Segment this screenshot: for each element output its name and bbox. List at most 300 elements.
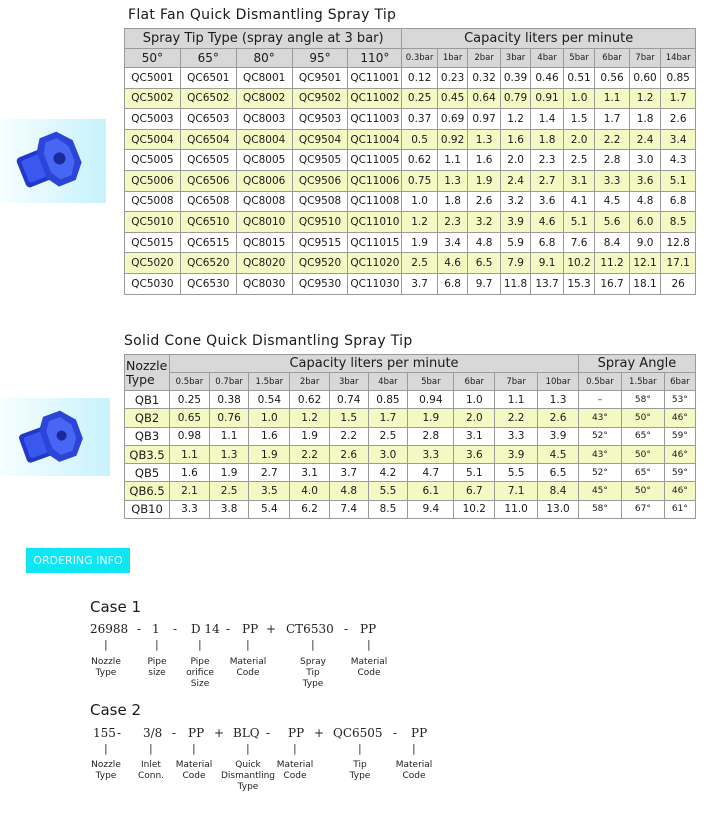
table-cell: 2.2 <box>290 445 330 463</box>
table-row <box>125 150 696 171</box>
capacity-header: Capacity liters per minute <box>402 29 696 49</box>
table-cell: 7.9 <box>500 253 530 274</box>
table-cell: 1.0 <box>563 88 594 109</box>
capacity-header: Capacity liters per minute <box>170 355 579 373</box>
table-cell: 18.1 <box>629 273 660 294</box>
table-cell: 6.1 <box>408 482 454 500</box>
pressure-header: 6bar <box>595 49 630 68</box>
table-cell: 2.4 <box>500 170 530 191</box>
table-cell: 1.3 <box>538 391 579 409</box>
table-cell: QC8010 <box>236 212 292 233</box>
table-cell: QC6503 <box>180 109 236 130</box>
table-cell: 3.6 <box>629 170 660 191</box>
table-row <box>125 232 696 253</box>
table-cell: 5.4 <box>249 500 290 518</box>
table-cell: QB6.5 <box>125 482 170 500</box>
table-cell: 4.0 <box>290 482 330 500</box>
table-cell: QC5030 <box>125 273 181 294</box>
table-cell: 0.25 <box>402 88 438 109</box>
table-cell: QC5005 <box>125 150 181 171</box>
table-cell: 0.38 <box>209 391 249 409</box>
table-cell: 1.6 <box>170 464 210 482</box>
table-cell: 3.0 <box>629 150 660 171</box>
table-cell: 0.79 <box>500 88 530 109</box>
case1-title: Case 1 <box>90 598 142 616</box>
table-cell: QC6506 <box>180 170 236 191</box>
pressure-header: 14bar <box>661 49 696 68</box>
spray-tip-type-header: Spray Tip Type (spray angle at 3 bar) <box>125 29 402 49</box>
table-row <box>125 212 696 233</box>
field-label: Tip Type <box>349 760 371 781</box>
table-cell: 0.85 <box>368 391 408 409</box>
table-cell: 6.8 <box>661 191 696 212</box>
table-cell: 4.5 <box>538 445 579 463</box>
table-cell: QC8003 <box>236 109 292 130</box>
field-label: Material Code <box>175 760 213 781</box>
table-cell: 5.1 <box>563 212 594 233</box>
code-token: 155 <box>93 726 116 740</box>
table-cell: 0.23 <box>437 68 467 89</box>
table-cell: 67° <box>621 500 664 518</box>
table-cell: 5.1 <box>454 464 495 482</box>
table-cell: 2.6 <box>661 109 696 130</box>
connector-tick: | <box>293 742 297 755</box>
table-cell: QC11030 <box>348 273 402 294</box>
pressure-header: 0.5bar <box>170 373 210 391</box>
table-cell: 2.6 <box>329 445 368 463</box>
table-cell: 2.3 <box>437 212 467 233</box>
table-cell: 0.60 <box>629 68 660 89</box>
table-cell: 58° <box>578 500 621 518</box>
table-row <box>125 273 696 294</box>
code-token: 26988 <box>90 622 129 636</box>
table-cell: 4.6 <box>437 253 467 274</box>
table-cell: 3.3 <box>170 500 210 518</box>
table-cell: 1.2 <box>402 212 438 233</box>
table-row <box>125 191 696 212</box>
connector-tick: | <box>246 638 250 651</box>
table-cell: 1.8 <box>629 109 660 130</box>
pressure-header: 5bar <box>408 373 454 391</box>
table-cell: 3.5 <box>249 482 290 500</box>
field-label: Material Code <box>350 657 388 678</box>
table-cell: QC9502 <box>292 88 348 109</box>
table-cell: 0.62 <box>290 391 330 409</box>
table-cell: 3.6 <box>454 445 495 463</box>
table-cell: QC6501 <box>180 68 236 89</box>
table-cell: 1.3 <box>209 445 249 463</box>
code-token: - <box>266 726 271 740</box>
connector-tick: | <box>311 638 315 651</box>
table-cell: QC5004 <box>125 129 181 150</box>
table-cell: 5.9 <box>500 232 530 253</box>
table-row <box>125 109 696 130</box>
flat-fan-tip-image <box>0 119 106 203</box>
table-cell: QC8006 <box>236 170 292 191</box>
code-token: BLQ <box>233 726 260 740</box>
code-token: - <box>172 726 177 740</box>
table-cell: 46° <box>664 482 695 500</box>
table-cell: 13.7 <box>531 273 564 294</box>
table-cell: QC8005 <box>236 150 292 171</box>
table-cell: 5.5 <box>495 464 538 482</box>
table-cell: 43° <box>578 409 621 427</box>
table-cell: 53° <box>664 391 695 409</box>
table-cell: 3.3 <box>595 170 630 191</box>
field-label: Material Code <box>229 657 267 678</box>
pressure-header: 10bar <box>538 373 579 391</box>
pressure-header: 0.7bar <box>209 373 249 391</box>
table-cell: 2.7 <box>249 464 290 482</box>
table-cell: 3.2 <box>468 212 501 233</box>
table-row <box>125 445 696 463</box>
table-cell: 1.0 <box>402 191 438 212</box>
connector-tick: | <box>192 742 196 755</box>
table-cell: 1.2 <box>290 409 330 427</box>
pressure-header: 5bar <box>563 49 594 68</box>
table-cell: QC11004 <box>348 129 402 150</box>
code-token: - <box>226 622 231 636</box>
table-row <box>125 129 696 150</box>
table-cell: 1.0 <box>454 391 495 409</box>
pressure-header: 4bar <box>531 49 564 68</box>
table-cell: 50° <box>621 445 664 463</box>
table-cell: 5.5 <box>368 482 408 500</box>
table-row <box>125 68 696 89</box>
flat-fan-title: Flat Fan Quick Dismantling Spray Tip <box>128 7 397 23</box>
connector-tick: | <box>358 742 362 755</box>
table-cell: QC9508 <box>292 191 348 212</box>
table-cell: 0.76 <box>209 409 249 427</box>
spray-angle-header: Spray Angle <box>578 355 695 373</box>
pressure-header: 1.5bar <box>249 373 290 391</box>
table-cell: 0.91 <box>531 88 564 109</box>
table-cell: 61° <box>664 500 695 518</box>
table-cell: 3.7 <box>402 273 438 294</box>
table-cell: 2.5 <box>209 482 249 500</box>
table-cell: 3.9 <box>538 427 579 445</box>
table-cell: 2.6 <box>538 409 579 427</box>
angle-header: 95° <box>292 49 348 68</box>
code-token: PP <box>411 726 428 740</box>
table-cell: 4.2 <box>368 464 408 482</box>
table-cell: 2.1 <box>170 482 210 500</box>
code-token: - <box>173 622 178 636</box>
table-cell: 1.5 <box>329 409 368 427</box>
table-row <box>125 391 696 409</box>
table-row <box>125 427 696 445</box>
table-cell: QC6515 <box>180 232 236 253</box>
table-cell: 6.0 <box>629 212 660 233</box>
table-cell: QC8004 <box>236 129 292 150</box>
table-cell: 3.9 <box>495 445 538 463</box>
table-cell: QC5010 <box>125 212 181 233</box>
table-cell: QC9506 <box>292 170 348 191</box>
table-cell: 0.5 <box>402 129 438 150</box>
pressure-header: 6bar <box>454 373 495 391</box>
table-cell: 26 <box>661 273 696 294</box>
code-token: D 14 <box>191 622 220 636</box>
table-cell: QC5001 <box>125 68 181 89</box>
table-cell: 1.9 <box>402 232 438 253</box>
table-cell: 1.1 <box>495 391 538 409</box>
table-cell: QB5 <box>125 464 170 482</box>
table-cell: 10.2 <box>563 253 594 274</box>
table-cell: 6.8 <box>437 273 467 294</box>
connector-tick: | <box>104 638 108 651</box>
connector-tick: | <box>367 638 371 651</box>
table-cell: 1.8 <box>531 129 564 150</box>
table-cell: QB10 <box>125 500 170 518</box>
table-cell: 1.1 <box>209 427 249 445</box>
field-label: Nozzle Type <box>91 760 121 781</box>
table-cell: QC9515 <box>292 232 348 253</box>
table-cell: 3.6 <box>531 191 564 212</box>
table-cell: 8.4 <box>538 482 579 500</box>
connector-tick: | <box>149 742 153 755</box>
table-cell: 2.7 <box>531 170 564 191</box>
table-cell: QC6508 <box>180 191 236 212</box>
table-cell: 0.98 <box>170 427 210 445</box>
pressure-header: 1bar <box>437 49 467 68</box>
code-token: - <box>137 622 142 636</box>
table-cell: 2.8 <box>595 150 630 171</box>
table-cell: QB3 <box>125 427 170 445</box>
table-cell: 0.12 <box>402 68 438 89</box>
code-token: QC6505 <box>333 726 383 740</box>
table-cell: QC6520 <box>180 253 236 274</box>
code-token: PP <box>288 726 305 740</box>
angle-header: 65° <box>180 49 236 68</box>
table-cell: 50° <box>621 482 664 500</box>
solid-cone-table <box>124 354 696 519</box>
table-cell: 52° <box>578 464 621 482</box>
table-cell: QC6504 <box>180 129 236 150</box>
table-cell: 2.2 <box>595 129 630 150</box>
pressure-header: 3bar <box>329 373 368 391</box>
table-cell: QC11002 <box>348 88 402 109</box>
table-cell: 4.8 <box>468 232 501 253</box>
code-token: PP <box>188 726 205 740</box>
table-cell: 2.2 <box>495 409 538 427</box>
table-cell: QC9501 <box>292 68 348 89</box>
table-cell: 46° <box>664 445 695 463</box>
table-cell: QB1 <box>125 391 170 409</box>
pressure-header: 2bar <box>290 373 330 391</box>
table-cell: – <box>578 391 621 409</box>
code-token: PP <box>360 622 377 636</box>
field-label: Quick Dismantling Type <box>220 760 276 792</box>
table-cell: QC11001 <box>348 68 402 89</box>
table-cell: 0.69 <box>437 109 467 130</box>
table-cell: 4.7 <box>408 464 454 482</box>
table-cell: 1.0 <box>249 409 290 427</box>
table-cell: 59° <box>664 464 695 482</box>
table-cell: 7.4 <box>329 500 368 518</box>
table-cell: 59° <box>664 427 695 445</box>
table-cell: 1.5 <box>563 109 594 130</box>
table-cell: QC8008 <box>236 191 292 212</box>
table-cell: QC9510 <box>292 212 348 233</box>
table-row <box>125 482 696 500</box>
code-token: - <box>344 622 349 636</box>
table-cell: 4.8 <box>629 191 660 212</box>
table-cell: 1.6 <box>500 129 530 150</box>
table-row <box>125 464 696 482</box>
table-cell: 58° <box>621 391 664 409</box>
ordering-info-button[interactable]: ORDERING INFO <box>26 548 130 573</box>
code-token: 1 <box>152 622 160 636</box>
table-cell: 2.6 <box>468 191 501 212</box>
angle-pressure-header: 1.5bar <box>621 373 664 391</box>
table-cell: QC8020 <box>236 253 292 274</box>
table-row <box>125 170 696 191</box>
table-cell: 0.51 <box>563 68 594 89</box>
table-cell: 50° <box>621 409 664 427</box>
table-cell: 1.3 <box>437 170 467 191</box>
table-cell: 0.32 <box>468 68 501 89</box>
table-cell: 2.0 <box>500 150 530 171</box>
pressure-header: 4bar <box>368 373 408 391</box>
table-cell: 2.0 <box>563 129 594 150</box>
table-cell: QB2 <box>125 409 170 427</box>
table-cell: 2.3 <box>531 150 564 171</box>
connector-tick: | <box>155 638 159 651</box>
table-cell: QC9504 <box>292 129 348 150</box>
table-cell: QC11003 <box>348 109 402 130</box>
table-cell: 1.9 <box>249 445 290 463</box>
table-cell: QC9520 <box>292 253 348 274</box>
table-cell: 2.0 <box>454 409 495 427</box>
table-cell: 9.4 <box>408 500 454 518</box>
table-cell: QC11006 <box>348 170 402 191</box>
angle-header: 110° <box>348 49 402 68</box>
table-cell: 0.39 <box>500 68 530 89</box>
case2-title: Case 2 <box>90 701 142 719</box>
table-cell: 4.8 <box>329 482 368 500</box>
table-cell: 46° <box>664 409 695 427</box>
table-cell: QC11020 <box>348 253 402 274</box>
table-cell: 3.9 <box>500 212 530 233</box>
table-cell: 3.1 <box>454 427 495 445</box>
table-cell: QC5008 <box>125 191 181 212</box>
table-cell: QC9530 <box>292 273 348 294</box>
angle-header: 50° <box>125 49 181 68</box>
nozzle-type-header: Nozzle Type <box>125 355 170 391</box>
solid-cone-title: Solid Cone Quick Dismantling Spray Tip <box>124 333 413 349</box>
table-cell: QC11008 <box>348 191 402 212</box>
table-cell: 11.8 <box>500 273 530 294</box>
table-cell: QC8030 <box>236 273 292 294</box>
table-cell: 0.45 <box>437 88 467 109</box>
table-cell: 2.2 <box>329 427 368 445</box>
table-cell: QC5006 <box>125 170 181 191</box>
table-cell: QC11015 <box>348 232 402 253</box>
table-cell: 6.7 <box>454 482 495 500</box>
table-cell: 1.3 <box>468 129 501 150</box>
table-cell: 7.6 <box>563 232 594 253</box>
table-cell: 0.75 <box>402 170 438 191</box>
table-cell: 2.5 <box>368 427 408 445</box>
table-cell: QC6505 <box>180 150 236 171</box>
table-cell: QC8015 <box>236 232 292 253</box>
table-cell: 12.8 <box>661 232 696 253</box>
field-label: Pipe orifice Size <box>186 657 214 689</box>
field-label: Nozzle Type <box>91 657 121 678</box>
table-cell: 2.5 <box>402 253 438 274</box>
table-cell: 0.56 <box>595 68 630 89</box>
table-cell: 3.8 <box>209 500 249 518</box>
table-cell: 3.0 <box>368 445 408 463</box>
table-cell: 4.1 <box>563 191 594 212</box>
table-cell: 6.5 <box>468 253 501 274</box>
table-cell: 0.46 <box>531 68 564 89</box>
table-cell: 43° <box>578 445 621 463</box>
connector-tick: | <box>104 742 108 755</box>
table-cell: 52° <box>578 427 621 445</box>
table-cell: 5.6 <box>595 212 630 233</box>
table-cell: 1.9 <box>468 170 501 191</box>
field-label: Spray Tip Type <box>300 657 326 689</box>
table-cell: QC5020 <box>125 253 181 274</box>
table-cell: 15.3 <box>563 273 594 294</box>
table-row <box>125 500 696 518</box>
table-cell: 6.5 <box>538 464 579 482</box>
table-cell: 16.7 <box>595 273 630 294</box>
table-cell: 1.7 <box>661 88 696 109</box>
field-label: Inlet Conn. <box>137 760 165 781</box>
table-cell: QC5015 <box>125 232 181 253</box>
table-cell: 12.1 <box>629 253 660 274</box>
table-cell: QC5003 <box>125 109 181 130</box>
table-cell: QC8001 <box>236 68 292 89</box>
field-label: Pipe size <box>147 657 167 678</box>
table-cell: 1.6 <box>249 427 290 445</box>
table-cell: 1.9 <box>408 409 454 427</box>
table-cell: 10.2 <box>454 500 495 518</box>
table-cell: 9.1 <box>531 253 564 274</box>
connector-tick: | <box>412 742 416 755</box>
table-cell: 0.25 <box>170 391 210 409</box>
table-cell: 1.9 <box>209 464 249 482</box>
connector-tick: | <box>198 638 202 651</box>
table-cell: 2.4 <box>629 129 660 150</box>
table-cell: 3.7 <box>329 464 368 482</box>
code-token: - <box>117 726 122 740</box>
code-token: 3/8 <box>143 726 163 740</box>
table-cell: 8.5 <box>368 500 408 518</box>
table-cell: 1.6 <box>468 150 501 171</box>
table-row <box>125 88 696 109</box>
table-cell: 1.4 <box>531 109 564 130</box>
table-cell: 4.6 <box>531 212 564 233</box>
table-cell: 1.1 <box>437 150 467 171</box>
table-cell: 1.2 <box>500 109 530 130</box>
angle-pressure-header: 6bar <box>664 373 695 391</box>
table-cell: 1.7 <box>595 109 630 130</box>
table-cell: QB3.5 <box>125 445 170 463</box>
table-cell: 3.1 <box>290 464 330 482</box>
code-token: + <box>214 726 225 740</box>
table-cell: QC6502 <box>180 88 236 109</box>
flat-fan-table <box>124 28 696 295</box>
table-cell: 0.62 <box>402 150 438 171</box>
table-cell: 1.2 <box>629 88 660 109</box>
table-cell: 4.3 <box>661 150 696 171</box>
table-row <box>125 253 696 274</box>
table-cell: 1.7 <box>368 409 408 427</box>
table-cell: 0.65 <box>170 409 210 427</box>
